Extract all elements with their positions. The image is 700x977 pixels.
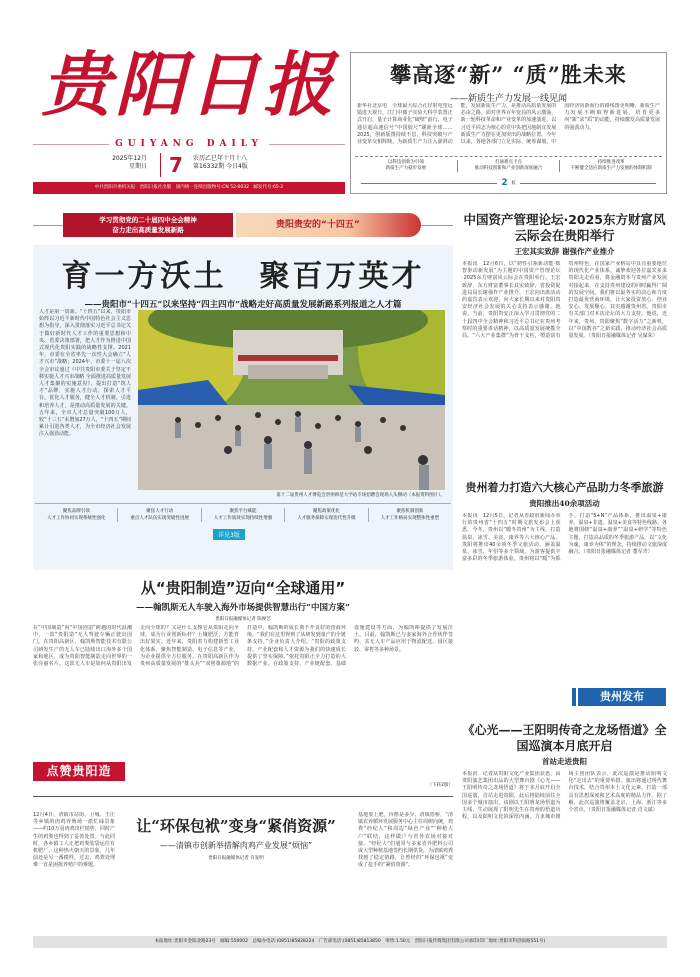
page-ref[interactable] (361, 178, 656, 188)
divider (33, 225, 63, 226)
photo-caption: 第十二届贵州人才博览会贵州师范大学站专场招聘会现场人头攒动（本报资料图片）。 (276, 493, 445, 498)
main-photo (138, 310, 445, 490)
forum-title[interactable]: 中国资产管理论坛·2025东方财富风云际会在贵阳举行 (463, 212, 666, 243)
feature-item: 以科技创新为引领 新质生产力稳步发展 (355, 160, 458, 172)
chicken-body-right: 基地要上肥，价格是多少，清镇搭桥，“清镇农养循环发展服务中心主任周树向统，鸡粪“经纪人”和周边“绿色产业”“种植大户”联结，这样做户与省外农场对接对接。“经纪人”们通常与多家省外肥料公司或大型种植基地签约长期供货，为清镇鸡粪找到了稳定销路，让曾经的“环保包袱”变成了抢手的“紧俏资源”。 (358, 812, 453, 869)
masthead-logo: 贵阳日报 (41, 43, 337, 126)
page-ref-suffix: 版 (511, 180, 516, 185)
main-story-title[interactable]: 育一方沃土 聚百万英才 (61, 259, 425, 294)
weekday: 星期日 (128, 163, 147, 170)
study-box: 学习贯彻党的二十届四中全会精神 奋力走出高质量发展新路 (63, 213, 233, 237)
chicken-body-left: 12月4日，清镇市站街、卫城、王庄等乡镇的肉鸡养殖场一派忙碌景象——约10万羽肉鸡出栏销售，同时产生的鸡粪也得到了妥善处置。与此同时，各乡镇工人正把鸡粪装袋运往有机肥厂，这种热火朝天的景象，几年前还是另一番模样。过去，鸡粪处理难一直是困扰养殖户的难题。 (33, 812, 115, 869)
top-feature-items (355, 156, 662, 172)
tourism-subtitle: 贵阳推出40余项活动 (529, 499, 600, 508)
divider (421, 225, 453, 226)
job-fair-photo (138, 310, 445, 490)
chicken-byline: 贵阳日报融媒体记者 许发明 (208, 856, 264, 861)
robotaxi-byline: 贵阳日报融媒体记者 陈俊艺 (215, 617, 271, 622)
robotaxi-subtitle: ——翰凯斯无人车驶入海外市场提供智慧出行“中国方案” (136, 603, 350, 613)
feature-item: 打通难点卡点 推动科技创新和产业创新深度融合 (458, 160, 561, 172)
opera-body: 本报讯 记者从贵阳文化产业集团获悉，由贵阳演艺集团出品的大型舞台剧《心光——王阳明传奇之龙场悟道》将于本月底开启全国巡演，首站走进贵阳，此后将陆续前往全国多个城市演出。该剧以王阳明龙场悟道为主线，生动展现了阳明先生在贵州的悟道历程，以及阳明文化的深厚内涵。力求城市剧场主创团队表示，此次巡演是推动阳明文化“走出去”的重要举措。演出将通过现代舞台技术，结合贵州本土文化元素，打造一部具有思想深度和艺术高度的精品力作。据了解，此次巡演将覆盖北京、上海、浙江等多个省市。（贵阳日报融媒体记者 肖文斌） (462, 771, 667, 821)
see-page-3-link[interactable]: 详见3版 (213, 529, 245, 540)
robotaxi-body: 在“中国制造”向“中国创造”跨越的时代浪潮中，一款“贵阳造”无人驾驶车辆正驶出国门。在贵阳高新区，翰凯斯智能技术有限公司研发生产的无人车已陆续出口海外多个国家和地区，成为贵阳智能制造走向世界的一张亮丽名片。这款无人车是如何从贵阳出发走向全球的？又是什么支撑它从贵阳走向全球，成为行业创新标杆？土壤肥沃，方能育出好果实。近年来，贵阳着力构建新型工业化体系，聚焦智能制造、电子信息等产业，为企业提供全方位服务。在贵阳高新区作为贵州高质量发展的“排头兵”“双创策源地”的打造中，翰凯斯的成长离不开良好的营商环境。“我们在这里得到了从研发到量产的全链条支持，”企业负责人介绍，“贵阳的政策支持、产业配套和人才资源为我们的快速成长提供了坚实保障。”依托贵阳正全力打造的大数据产业，在政策支持、产业链配套、基础设施建设等方面，为翰凯斯提供了发展沃土。目前，翰凯斯已与多家海外合作伙伴签约，其无人车产品应用于物流配送、园区接驳、零售等多种场景。 (33, 625, 453, 668)
chicken-title[interactable]: 让“环保包袱”变身“紧俏资源” (136, 817, 336, 835)
praise-tag: 点赞贵阳造 (33, 762, 125, 781)
date-month: 2025年12月 (112, 155, 147, 162)
robotaxi-title[interactable]: 从“贵阳制造”迈向“全球通用” (140, 579, 346, 597)
page-ref-number: 2 (501, 178, 508, 188)
top-feature-title[interactable]: 攀高逐“新” “质”胜未来 (390, 62, 627, 87)
chicken-story[interactable] (120, 815, 352, 861)
forum-body: 本报讯 12月6日，以“韧性引领新动能·数智驱动新发展”为主题的中国资产管理论坛·2025东方财富风云际会在贵阳举行。王宏致辞，东方财富董事长其实致辞，省投资促进局局长谢强作产业推介。王宏向出席活动的嘉宾表示欢迎，向大家长期以来对贵阳贵安经济社会发展的关心支持表示感谢。他说，当前，贵阳贵安正深入学习贯彻党的二十届四中全会精神和习近平总书记在贵州考察时的重要讲话精神，以高质量发展统揽全局。“六大产业集群”为骨干支柱，塑造富有贵州特色，在国家产业格局中具有重要地位的现代化产业体系。诚挚欢迎各位嘉宾多来贵阳走走看看，将金融资本与贵州产业发展对接起来，在支持贵州建设的同时赢得广阔的发展空间。我们将以最务实的决心和力度打造最优营商环境，让大家投资放心、创业安心、发展顺心。其实感谢贵州省、贵阳市有关部门对本次论坛的大力支持。他说，近年来，贵州、贵阳聚焦“数字活力”之新机，以“中国数谷”之新实践，推动经济社会高质量发展。（贵阳日报融媒体记者 吴谋荣） (462, 261, 667, 340)
section-tag-bar (572, 688, 576, 706)
main-story-body: 人才是第一资源。“十四五”以来，贵阳市始终以习近平新时代中国特色社会主义思想为指导，深入贯彻落实习近平总书记关于做好新时代人才工作的重要思想和中央、省委决策部署，把人才作为推进中国式现代化贵阳实践的战略性支撑。2021年，市委在全省率先一次性大会确立“人才兴市”战略；2024年，市委十一届八次全会审议通过《中共贵阳市委关于坚定不移实施人才兴市战略 全面推进高质量发展人才集聚的实施意见》，提出打造“筑人才”品牌，实施人才行动，探索人才平台，优化人才服务，健全人才机制。引进和培养人才，是推动高质量发展的关键。五年来，全市人才总量突破100万人，较“十三五”末增加27万人，“十四五”期间累计引进各类人才，为全市经济社会发展注入强劲动能。 (39, 309, 131, 438)
opera-title[interactable]: 《心光——王阳明传奇之龙场悟道》全国巡演本月底开启 (462, 723, 667, 753)
forum-story[interactable] (462, 212, 667, 456)
pillar-item: 聚焦平台赋能 人才工作质效实现持续性增强 (202, 508, 285, 522)
story-pillars (35, 503, 451, 522)
main-story-subtitle: ——贵阳市“十四五”以来坚持“四主四市”战略走好高质量发展新路系列报道之人才篇 (84, 300, 402, 310)
tourism-title[interactable]: 贵州着力打造六大核心产品助力冬季旅游 (465, 481, 664, 494)
issue-day: 7 (160, 153, 183, 177)
lunar-text: 农历乙巳年十月十八 (193, 155, 248, 162)
issue-number: 第16332期 今日4版 (193, 163, 248, 170)
english-title: GUIYANG DAILY (115, 139, 263, 149)
tourism-body: 本报讯 12月5日，记者从省政府新闻办举行的贵州省“十四五”时期文旅发布会上获悉，今冬，贵州以“暖冬贵州”为主线，打造温泉、冰雪、美食、康养等六大核心产品。贵阳将推出40余项冬季文旅活动，涵盖温泉、冰雪、年俗等多个领域，为游客提供丰富多彩的冬季旅游体验。贵州将以“暖”为抓手，打造“5+N”产品体系，推出温泉+康养、温泉+非遗、温泉+美食等特色线路。各地将围绕“温泉+康养”“温泉+研学”等特色主题，打造高品质的冬季旅游产品。以“文化为魂，康养为体”的理念，持续推动文旅深度融合。（贵阳日报融媒体记者 董军青） (462, 513, 667, 563)
chicken-subtitle: ——清镇市创新举措解肉鸡产业发展“烦恼” (159, 841, 313, 850)
section-tag: 贵州发布 (578, 688, 666, 706)
feature-item: 持续推进改革 不断健全适应新质生产力发展的体制机制 (570, 160, 652, 171)
publisher-bar: 中共贵阳市委机关报 贵阳日报社出版 国内统一连续出版物号:CN 52-0032 邮发代号:65-2 (33, 182, 345, 194)
top-feature[interactable] (350, 52, 667, 194)
date (95, 155, 147, 171)
footer: 本报地址:贵阳市金阳北路23号 邮编:550002 总编办电话:(0851)85828224 广告部电话:(0851)85813850 零售:1.50元 贵阳日报传媒集团有限公司承印(印厂地址:贵阳市科创南路551号) (33, 936, 667, 948)
pillar-item: 聚焦机制创新 人才工作格局实现整体性重塑 (380, 509, 440, 521)
main-story[interactable] (33, 245, 453, 570)
pillar-item: 聚焦政策优化 人才服务保障实现迭代性升级 (285, 508, 368, 522)
pillar-item: 聚焦品牌引领 人才工作协同实现系统性强化 (35, 508, 118, 522)
top-feature-subtitle: ——新质生产力发展一线见闻 (449, 94, 567, 104)
opera-story[interactable] (462, 722, 667, 921)
series-banner: 贵阳贵安的“十四五” (236, 213, 421, 237)
continued-note: （下转2版） (427, 783, 453, 788)
pillar-item: 聚焦人才行动 重点人才队伍实现突破性进展 (118, 508, 201, 522)
top-feature-body: 新华社北京电 全球最大综合孔径射电望远镜选天观日，江门中微子实验大科学装置正式开启，量子计算商业化“破壁”前行，电子通信超高速信号“中国胶尺”刷新全球……2025，创新版图持续不息，科技突破与产业变革交相辉映，为新质生产力注入澎湃动能。发展新质生产力，是推动高质量发展的必由之路。面对世界百年变局的风云激荡，新一轮科技革命和产业变革的加速演进，以习近平同志为核心的党中央把因地制宜发展新质生产力摆在更加突出的战略位置。今年以来，各地各部门立足实际、统筹谋划，中国经济向新而行的路线图更明晰，新质生产力发展不断取得新进展，培育更多向“新”求“质”的动能，持续激发高质量发展的强劲动力。 (357, 103, 660, 146)
forum-subtitle: 王宏其实致辞 谢强作产业推介 (514, 247, 615, 256)
opera-subtitle: 首站走进贵阳 (542, 757, 587, 766)
masthead-english (33, 138, 345, 150)
divider (33, 796, 453, 797)
lunar-date (193, 155, 248, 171)
tourism-story[interactable] (462, 480, 667, 678)
